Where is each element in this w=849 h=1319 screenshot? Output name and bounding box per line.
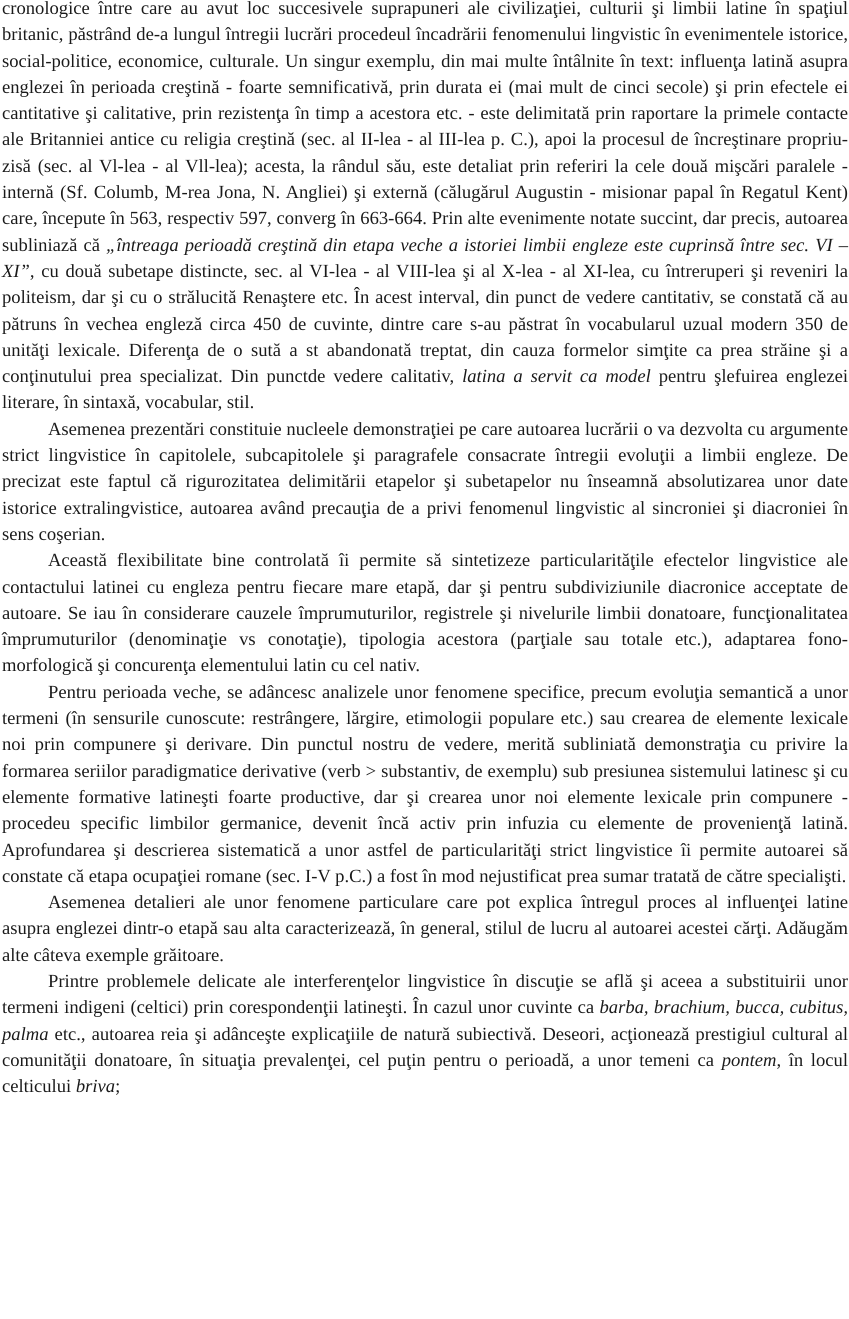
paragraph-5 [2,890,848,969]
paragraph-6 [2,969,848,1100]
paragraph-2 [2,417,848,548]
paragraph-1-model-italic: latina a servit ca model [462,366,651,388]
paragraph-6-text-1: Printre problemele delicate ale interferenţelor lingvistice în discuţie se află şi aceea a substituirii unor termeni indigeni (celtici) prin corespondenţii latineşti. În cazul unor cuvinte ca [2,970,848,1019]
paragraph-6-text-2: etc., autoarea reia şi adânceşte explicaţiile de natură subiectivă. Deseori, acţionează prestigiul cultural al comunităţii donatoare, în situaţia prevalenţei, cel puţin pentru o perioadă, a unor temeni ca [2,1023,848,1071]
paragraph-1-text-3: pentru şlefuirea englezei literare, în sintaxă, vocabular, stil. [2,366,848,414]
paragraph-1-text-1: cronologice între care au avut loc succesivele suprapuneri ale civilizaţiei, culturii şi limbii latine în spaţiul britanic, păstrând de-a lungul întregii lucrări procedeul încadrării fenomenului lingvistic în evenimentele istorice, social-politice, economice, culturale. Un singur exemplu, din mai multe întâlnite în text: influenţa latină asupra englezei în perioada creştină - foarte semnificativă, prin durata ei (mai mult de cinci secole) şi prin efectele ei cantitative şi calitative, prin rezistenţa în timp a acestora etc. - este delimitată prin raportare la primele contacte ale Britanniei antice cu religia creştină (sec. al II-lea - al III-lea p. C.), apoi la procesul de încreştinare propriu-zisă (sec. al Vl-lea - al Vll-lea); acesta, la rândul său, este detaliat prin referiri la cele două mişcări paralele - internă (Sf. Columb, M-rea Jona, N. Angliei) şi externă (călugărul Augustin - misionar papal în Regatul Kent) care, începute în 563, respectiv 597, converg în 663-664. Prin alte evenimente notate succint, dar precis, autoarea subliniază că [2,0,848,256]
paragraph-1-quote-italic: „întreaga perioadă creştină din etapa veche a istoriei limbii engleze este cuprinsă între sec. VI – XI” [2,234,848,282]
paragraph-1 [2,0,848,417]
paragraph-5-text: Asemenea detalieri ale unor fenomene particulare care pot explica întregul proces al influenţei latine asupra englezei dintr-o etapă sau alta caracterizează, în general, stilul de lucru al autoarei acestei cărţi. Adăugăm alte câteva exemple grăitoare. [2,892,848,966]
paragraph-4 [2,680,848,890]
paragraph-6-text-4: ; [115,1076,121,1098]
paragraph-4-text: Pentru perioada veche, se adâncesc analizele unor fenomene specifice, precum evoluţia semantică a unor termeni (în sensurile cunoscute: restrângere, lărgire, etimologii populare etc.) sau crearea de elemente lexicale noi prin compunere şi derivare. Din punctul nostru de vedere, merită subliniată demonstraţia cu privire la formarea seriilor paradigmatice derivative (verb > substantiv, de exemplu) sub presiunea sistemului latinesc şi cu elemente formative latineşti foarte productive, dar şi crearea unor noi elemente lexicale prin compunere - procedeu specific limbilor germanice, devenit încă activ prin infuzia cu elemente de provenienţă latină. Aprofundarea şi descrierea sistematică a unor astfel de particularităţi strict lingvistice îi permite autoarei să constate că etapa ocupaţiei romane (sec. I-V p.C.) a fost în mod nejustificat prea sumar tratată de către specialişti. [2,681,848,887]
paragraph-2-text: Asemenea prezentări constituie nucleele demonstraţiei pe care autoarea lucrării o va dezvolta cu argumente strict lingvistice în capitolele, subcapitolele şi paragrafele consacrate întregii evoluţii a limbii engleze. De precizat este faptul că rigurozitatea delimitării etapelor şi subetapelor nu înseamnă absolutizarea unor date istorice extralingvistice, autoarea având precauţia de a privi fenomenul lingvistic al sincroniei şi diacroniei în sens coşerian. [2,418,848,545]
paragraph-3-text: Această flexibilitate bine controlată îi permite să sintetizeze particularităţile efectelor lingvistice ale contactului latinei cu engleza pentru fiecare mare etapă, dar şi pentru subdiviziunile diacronice acceptate de autoare. Se iau în considerare cauzele împrumuturilor, registrele şi nivelurile limbii donatoare, funcţionalitatea împrumuturilor (denominaţie vs conotaţie), tipologia acestora (parţiale sau totale etc.), adaptarea fono-morfologică şi concurenţa elementului latin cu cel nativ. [2,550,848,677]
paragraph-6-latin-words-italic: barba, brachium, bucca, cubitus, palma [2,997,848,1045]
paragraph-1-text-2: , cu două subetape distincte, sec. al VI-lea - al VIII-lea şi al X-lea - al XI-lea, cu întreruperi şi reveniri la politeism, dar şi cu o strălucită Renaştere etc. În acest interval, din punct de vedere cantitativ, se constată că au pătruns în vechea engleză circa 450 de cuvinte, dintre care s-au păstrat în vocabularul uzual modern 350 de unităţi lexicale. Diferenţa de o sută a st abandonată treptat, din cauza formelor simţite ca prea străine şi a conţinutului prea specializat. Din punctde vedere calitativ, [2,260,848,388]
paragraph-3 [2,548,848,679]
paragraph-6-pontem-italic: pontem [721,1049,777,1071]
paragraph-6-briva-italic: briva [75,1076,116,1098]
paragraph-6-text-3: , în locul celticului [2,1049,848,1098]
